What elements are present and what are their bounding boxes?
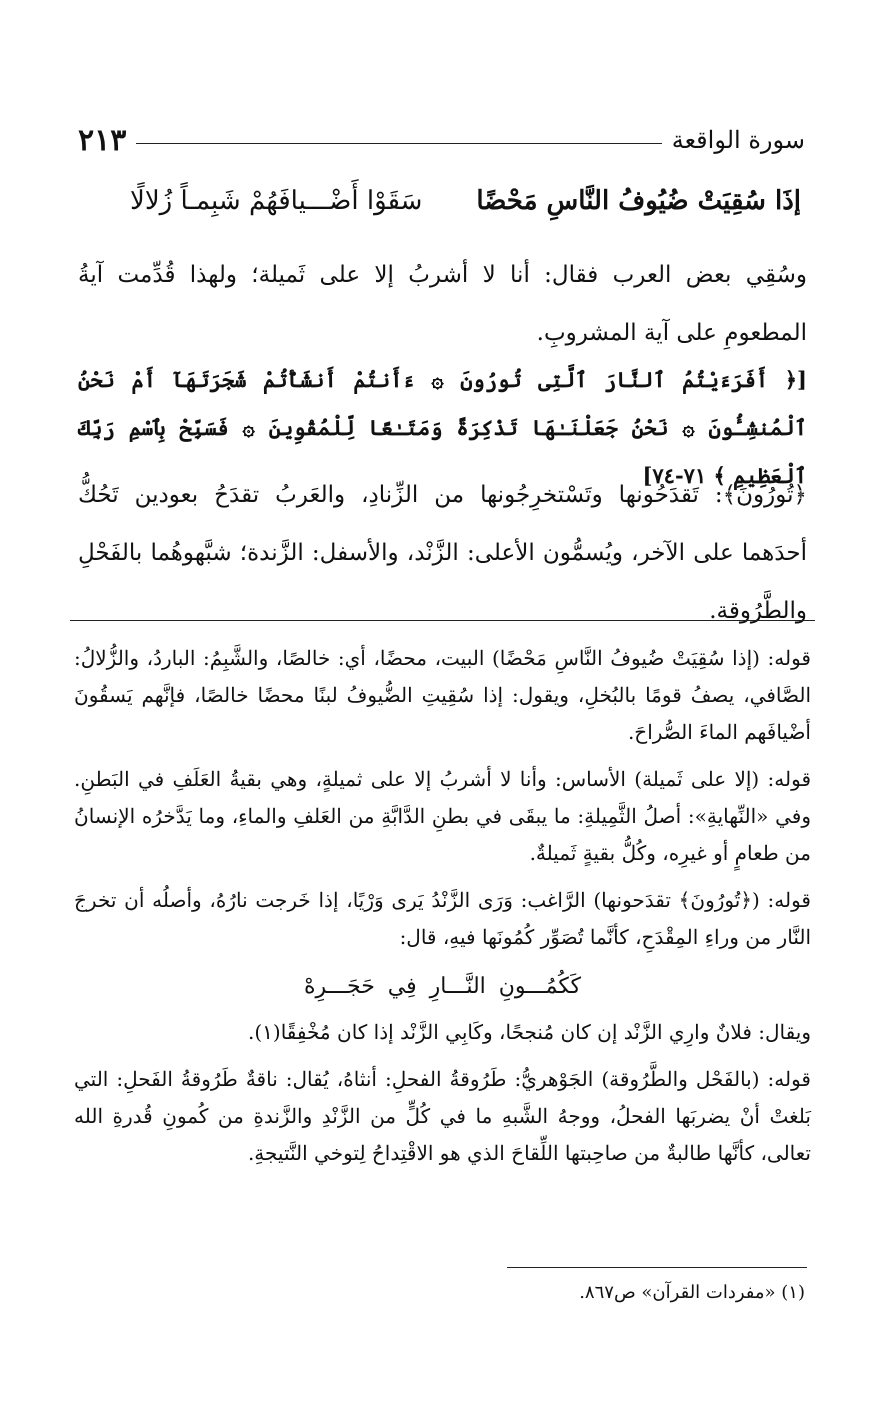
page-header bbox=[78, 118, 805, 162]
note-item: قوله: (إذا سُقِيَتْ ضُيوفُ النَّاسِ مَحْضًا) البيت، محضًا، أي: خالصًا، والشَّبِمُ: الباردُ، والزُّلالُ: الصَّافي، يصفُ قومًا بالبُخلِ، ويقول: إذا سُقِيتِ الضُّيوفُ لبنًا محضًا خالصًا، فإنَّهم يَسقُونَ أضْيافَهم الماءَ الصُّراحَ. bbox=[74, 646, 811, 744]
page-number: ٢١٣ bbox=[78, 122, 127, 158]
section-divider bbox=[70, 620, 815, 621]
surah-title: سورة الواقعة bbox=[671, 126, 805, 154]
poetry-verse bbox=[130, 176, 801, 226]
quran-verses: [﴿ أَفَرَءَيْتُمُ ٱلنَّارَ ٱلَّتِى تُورُونَ ۞ ءَأَنتُمْ أَنشَأْتُمْ شَجَرَتَهَآ أَمْ نَحْنُ ٱلْمُنشِـُٔونَ ۞ نَحْنُ جَعَلْنَـٰهَا تَذْكِرَةً وَمَتَـٰعًا لِّلْمُقْوِينَ ۞ فَسَبِّحْ بِٱسْمِ رَبِّكَ ٱلْعَظِيمِ ﴾ ٧١-٧٤] bbox=[78, 367, 807, 488]
poetry-line: كَكُمُـــونِ النَّـــارِ فِي حَجَـــرِهْ bbox=[304, 974, 581, 999]
commentary-paragraph: وسُقِي بعض العرب فقال: أنا لا أشربُ إلا على ثَميلة؛ ولهذا قُدِّمت آيةُ المطعومِ على آية المشروبِ. bbox=[78, 262, 807, 346]
marginal-notes bbox=[74, 640, 811, 1182]
footnote: (١) «مفردات القرآن» ص٨٦٧. bbox=[579, 1282, 805, 1303]
verse-hemistich-second: سَقَوْا أَضْـــيافَهُمْ شَبِمـاً زُلالًا bbox=[130, 186, 423, 216]
note-item: قوله: (بالفَحْل والطَّرُوقة) الجَوْهريُّ: طَرُوقةُ الفحلِ: أنثاهُ، يُقال: ناقةٌ طَرُوقةُ الفَحلِ: التي بَلغتْ أنْ يضربَها الفحلُ، ووجهُ الشَّبهِ ما في كُلٍّ من الزَّنْدِ والزَّندةِ من كُمونِ قُدرةِ الله تعالى، كأنَّها طالبةٌ من صاحِبتها اللِّقاحَ الذي هو الاقْتِداحُ لِتوخي النَّتيجةِ. bbox=[74, 1067, 811, 1165]
header-divider bbox=[136, 143, 661, 144]
commentary-paragraph-tafsir: ﴿تُورُونَ﴾: تَقدَحُونها وتَسْتخرِجُونها من الزِّنادِ، والعَربُ تقدَحُ بعودين تَحُكُّ أحدَهما على الآخر، ويُسمُّون الأعلى: الزَّنْد، والأسفل: الزَّندة؛ شبَّهوهُما بالفَحْلِ والطَّرُوقة. bbox=[78, 482, 807, 624]
note-item: ويقال: فلانٌ وارِي الزَّنْد إن كان مُنجحًا، وكَابِي الزَّنْد إذا كان مُخْفِقًا(١). bbox=[247, 1020, 811, 1044]
verse-hemistich-first: إذَا سُقِيَتْ ضُيُوفُ النَّاسِ مَحْضًا bbox=[476, 186, 801, 216]
footnote-divider bbox=[507, 1267, 807, 1268]
note-item: قوله: (إلا على ثَميلة) الأساس: وأنا لا أشربُ إلا على ثميلةٍ، وهي بقيةُ العَلَفِ في البَطنِ. وفي «النِّهايةِ»: أصلُ الثَّمِيلةِ: ما يبقَى في بطنِ الدَّابَّةِ من العَلفِ والماءِ، وما يَدَّخرُه الإنسانُ من طعامٍ أو غيرِه، وكُلُّ بقيةٍ ثَميلةٌ. bbox=[74, 767, 811, 865]
note-item: قوله: (﴿تُورُونَ﴾ تقدَحونها) الرَّاغب: وَرَى الزَّنْدُ يَرى وَرْيًا، إذا خَرجت نارُهُ، وأصلُه أن تخرجَ النَّار من وراءِ المِقْدَحِ، كأنَّما تُصَوِّر كُمُونَها فيهِ، قال: bbox=[74, 888, 811, 949]
